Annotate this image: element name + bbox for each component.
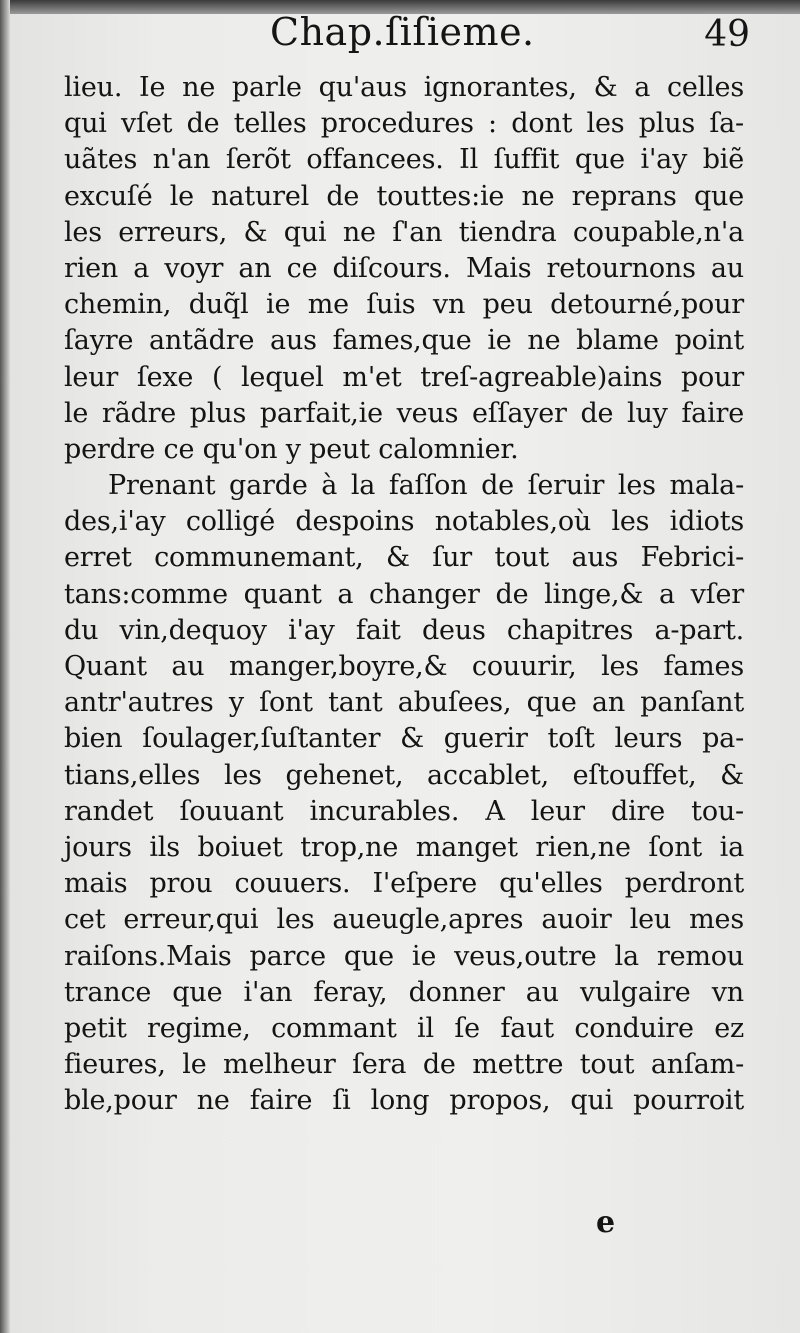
text-line: qui vſet de telles procedures : dont les plus ſa-	[64, 108, 744, 140]
text-line: tians,elles les gehenet, accablet, eſtouffet, &	[64, 759, 744, 791]
text-line: du vin,dequoy i'ay fait deus chapitres a-part.	[64, 614, 744, 646]
text-line: excuſé le naturel de touttes:ie ne reprans que	[64, 180, 744, 212]
page-number: 49	[704, 14, 750, 55]
text-line: jours ils boiuet trop,ne manget rien,ne ſont ia	[64, 831, 744, 863]
page-left-edge	[0, 0, 10, 1333]
running-head: Chap.ſiſieme.	[270, 10, 535, 54]
text-line: ble,pour ne faire ſi long propos, qui pourroit	[64, 1085, 744, 1117]
text-line: des,i'ay colligé despoins notables,où les idiots	[64, 506, 744, 538]
page-header	[70, 10, 750, 70]
text-line: erret communemant, & ſur tout aus Febrici-	[64, 542, 744, 574]
text-line: mais prou couuers. I'eſpere qu'elles perdront	[64, 868, 744, 900]
text-line: raiſons.Mais parce que ie veus,outre la remou	[64, 940, 744, 972]
text-line: petit regime, commant il ſe faut conduire ez	[64, 1012, 744, 1044]
text-line: chemin, duq̃l ie me ſuis vn peu detourné,pour	[64, 289, 744, 321]
text-line: antr'autres y ſont tant abuſees, que an panſant	[64, 687, 744, 719]
text-line: les erreurs, & qui ne ſ'an tiendra coupable,n'a	[64, 216, 744, 248]
text-line: lieu. Ie ne parle qu'aus ignorantes, & a celles	[64, 72, 744, 103]
text-line: Prenant garde à la faſſon de ſeruir les mala-	[108, 470, 744, 502]
signature-mark: e	[596, 1205, 616, 1240]
body-text	[64, 70, 744, 1119]
text-line: bien ſoulager,ſuſtanter & guerir toſt leurs pa-	[64, 723, 744, 755]
text-line: leur ſexe ( lequel m'et treſ-agreable)ains pour	[64, 361, 744, 393]
text-line: perdre ce qu'on y peut calomnier.	[64, 433, 519, 465]
text-line: tans:comme quant a changer de linge,& a vſer	[64, 578, 744, 610]
text-line: randet ſouuant incurables. A leur dire tou-	[64, 795, 744, 827]
text-line: uãtes n'an ſerõt offancees. Il ſuffit que i'ay biẽ	[64, 144, 744, 176]
text-line: trance que i'an feray, donner au vulgaire vn	[64, 976, 744, 1008]
text-line: le rãdre plus parfait,ie veus eſſayer de luy faire	[64, 397, 744, 429]
text-line: rien a voyr an ce diſcours. Mais retournons au	[64, 252, 744, 284]
text-line: cet erreur,qui les aueugle,apres auoir leu mes	[64, 904, 744, 936]
text-line: Quant au manger,boyre,& couurir, les fames	[64, 651, 744, 682]
text-line: fieures, le melheur ſera de mettre tout anſam-	[64, 1049, 744, 1081]
text-line: ſayre antãdre aus fames,que ie ne blame point	[64, 325, 744, 357]
